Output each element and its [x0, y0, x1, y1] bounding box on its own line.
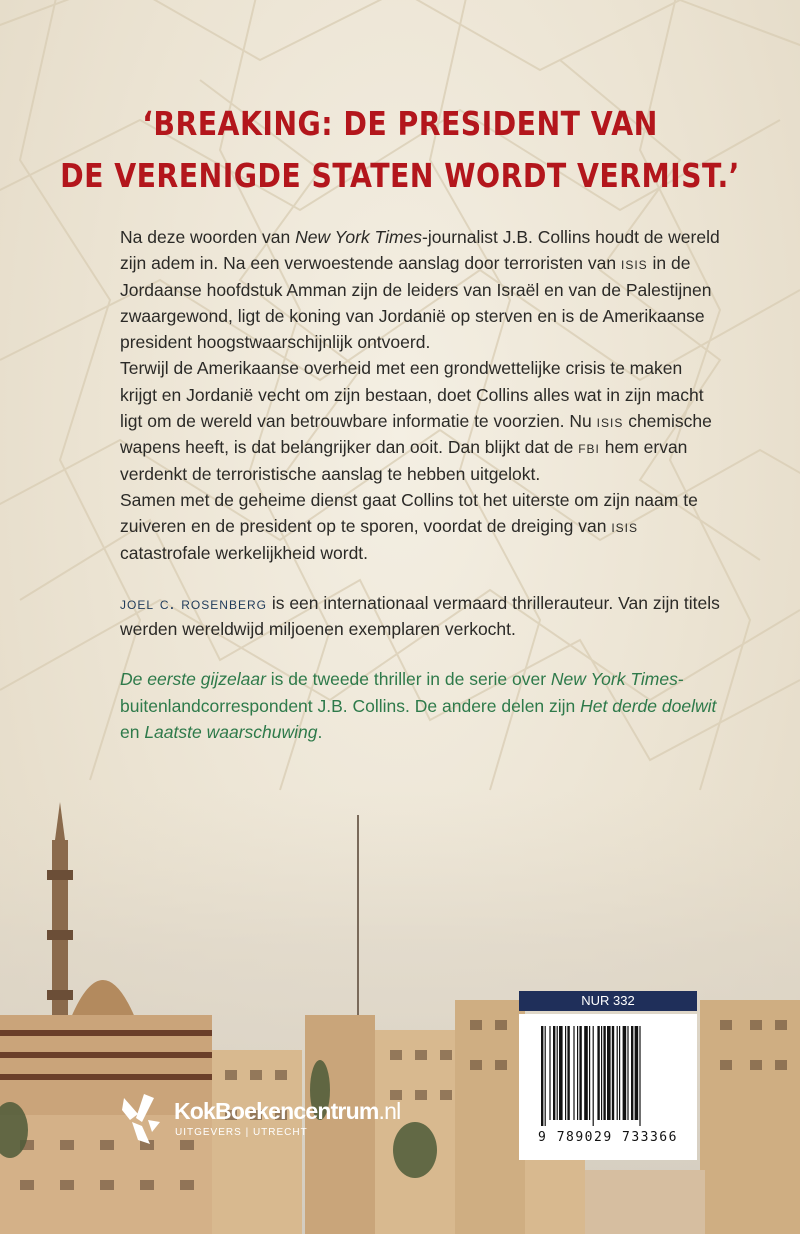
- nur-code: NUR 332: [519, 991, 697, 1011]
- headline-line-2: DE VERENIGDE STATEN WORDT VERMIST.’: [60, 156, 740, 195]
- book-title-2: Het derde doelwit: [580, 695, 717, 716]
- text-span: is een internationaal vermaard thrillerauteur. Van zijn titels werden wereldwijd miljoenen exemplaren verkocht.: [120, 592, 720, 640]
- barcode-bar: [619, 1026, 620, 1120]
- barcode-bar: [639, 1026, 640, 1126]
- barcode-bar: [589, 1026, 590, 1120]
- text-span: .: [317, 722, 323, 743]
- fbi-acronym: fbi: [578, 437, 600, 458]
- author-name: joel c. rosenberg: [120, 592, 267, 613]
- text-span: is de tweede thriller in de serie over: [265, 669, 551, 690]
- newspaper-name: New York Times: [550, 669, 678, 690]
- barcode-bar: [584, 1026, 588, 1120]
- book-title: De eerste gijzelaar: [120, 669, 266, 690]
- isis-acronym: isis: [620, 253, 648, 274]
- isis-acronym: isis: [596, 411, 624, 432]
- blurb-paragraph-3: [120, 487, 720, 566]
- publisher-name: [174, 1098, 400, 1125]
- publisher-subline: UITGEVERS | UTRECHT: [175, 1127, 308, 1138]
- barcode-bar: [553, 1026, 555, 1120]
- author-paragraph: [120, 590, 720, 643]
- isbn-number: 9 789029 733366: [538, 1130, 678, 1145]
- headline-line-1: ‘BREAKING: DE PRESIDENT VAN: [142, 104, 658, 143]
- barcode-bar: [541, 1026, 543, 1126]
- barcode-bar: [623, 1026, 627, 1120]
- barcode-bar: [593, 1026, 594, 1126]
- barcode-bar: [545, 1026, 546, 1126]
- text-span: hem ervan verdenkt de terroristische aanslag te hebben uitgelokt.: [120, 437, 688, 484]
- barcode-bar: [549, 1026, 550, 1120]
- barcode-bar: [557, 1026, 558, 1120]
- barcode-bar: [597, 1026, 599, 1120]
- barcode-box: [519, 1014, 697, 1160]
- barcode-bar: [603, 1026, 605, 1120]
- barcode-bar: [627, 1026, 628, 1120]
- book-title-3: Laatste waarschuwing: [144, 722, 318, 743]
- text-span: in de Jordaanse hoofdstuk Amman zijn de leiders van Israël en van de Palestijnen zwaargewond, ligt de koning van Jordanië op sterven en is de Amerikaanse president hoogstwaarschijnlijk ontvoerd.: [120, 253, 712, 353]
- newspaper-name: New York Times: [295, 227, 423, 247]
- barcode-bar: [579, 1026, 581, 1120]
- text-span: Samen met de geheime dienst gaat Collins tot het uiterste om zijn naam te zuiveren en de president op te sporen, voordat de dreiging van: [120, 489, 698, 537]
- publisher-name-suffix: .nl: [378, 1098, 401, 1124]
- barcode-bar: [612, 1026, 614, 1120]
- text-span: -journalist J.B. Collins houdt de wereld zijn adem in. Na een verwoestende aanslag door terroristen van: [120, 227, 720, 274]
- barcode-bar: [565, 1026, 566, 1120]
- publisher-name-main: KokBoekencentrum: [174, 1098, 379, 1124]
- barcode-bar: [631, 1026, 633, 1120]
- barcode-bar: [607, 1026, 611, 1120]
- text-span: catastrofale werkelijkheid wordt.: [120, 542, 369, 563]
- text-span: -buitenlandcorrespondent J.B. Collins. De andere delen zijn: [120, 669, 684, 716]
- publisher-logo: [120, 1092, 440, 1152]
- barcode-bar: [635, 1026, 639, 1120]
- barcode-bar: [617, 1026, 618, 1120]
- isis-acronym: isis: [611, 516, 638, 537]
- blurb-text: [120, 224, 720, 745]
- headline: [56, 98, 744, 202]
- blurb-paragraph-1: [120, 224, 720, 355]
- barcode-bar: [577, 1026, 578, 1120]
- barcode-bar: [559, 1026, 563, 1120]
- blurb-paragraph-2: [120, 355, 720, 486]
- text-span: en: [120, 722, 145, 743]
- kok-flame-icon: [120, 1092, 164, 1148]
- barcode-bar: [567, 1026, 569, 1120]
- isbn-barcode: [541, 1026, 675, 1126]
- series-paragraph: [120, 666, 720, 745]
- barcode-bar: [601, 1026, 602, 1120]
- barcode-bar: [573, 1026, 574, 1120]
- text-span: chemische wapens heeft, is dat belangrijker dan ooit. Dan blijkt dat de: [120, 411, 712, 458]
- text-span: Terwijl de Amerikaanse overheid met een grondwettelijke crisis te maken krijgt en Jordanië vecht om zijn bestaan, doet Collins alles wat in zijn macht ligt om de wereld van betrouwbare informatie te voorzien. Nu: [120, 358, 704, 432]
- amman-skyline-photo: [0, 790, 800, 1234]
- text-span: Na deze woorden van: [120, 227, 296, 247]
